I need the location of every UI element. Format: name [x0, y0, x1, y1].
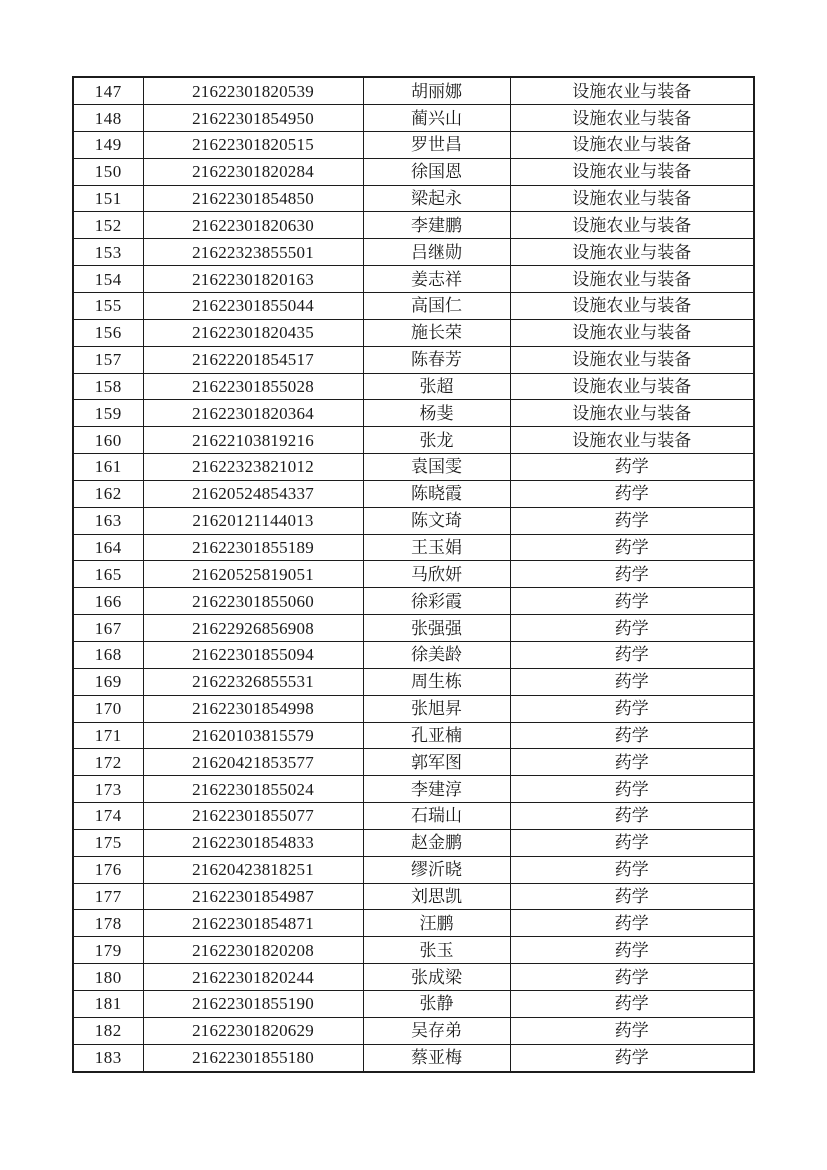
table-row — [73, 1017, 754, 1044]
name-cell: 孔亚楠 — [363, 722, 510, 749]
name-cell: 徐美龄 — [363, 641, 510, 668]
student-id-cell: 21622301855094 — [143, 641, 363, 668]
major-cell: 药学 — [510, 990, 754, 1017]
row-number-cell: 162 — [73, 480, 143, 507]
student-id-cell: 21622301820630 — [143, 212, 363, 239]
name-cell: 张静 — [363, 990, 510, 1017]
row-number-cell: 170 — [73, 695, 143, 722]
row-number-cell: 173 — [73, 776, 143, 803]
row-number-cell: 178 — [73, 910, 143, 937]
name-cell: 陈晓霞 — [363, 480, 510, 507]
student-id-cell: 21620423818251 — [143, 856, 363, 883]
table-row — [73, 212, 754, 239]
name-cell: 吕继勋 — [363, 239, 510, 266]
student-id-cell: 21622103819216 — [143, 427, 363, 454]
table-row — [73, 803, 754, 830]
major-cell: 药学 — [510, 1017, 754, 1044]
table-row — [73, 346, 754, 373]
student-id-cell: 21622301855044 — [143, 293, 363, 320]
student-id-cell: 21622301854987 — [143, 883, 363, 910]
student-id-cell: 21622301820208 — [143, 937, 363, 964]
student-id-cell: 21622301820244 — [143, 964, 363, 991]
name-cell: 袁国雯 — [363, 454, 510, 481]
table-row — [73, 615, 754, 642]
major-cell: 药学 — [510, 776, 754, 803]
student-id-cell: 21620103815579 — [143, 722, 363, 749]
table-row — [73, 695, 754, 722]
row-number-cell: 148 — [73, 105, 143, 132]
name-cell: 徐彩霞 — [363, 588, 510, 615]
major-cell: 设施农业与装备 — [510, 266, 754, 293]
student-id-cell: 21622301855060 — [143, 588, 363, 615]
name-cell: 蔡亚梅 — [363, 1044, 510, 1072]
row-number-cell: 181 — [73, 990, 143, 1017]
student-id-cell: 21622301854833 — [143, 829, 363, 856]
table-row — [73, 507, 754, 534]
row-number-cell: 147 — [73, 77, 143, 105]
major-cell: 药学 — [510, 937, 754, 964]
name-cell: 石瑞山 — [363, 803, 510, 830]
student-id-cell: 21622301820284 — [143, 158, 363, 185]
name-cell: 高国仁 — [363, 293, 510, 320]
name-cell: 陈文琦 — [363, 507, 510, 534]
name-cell: 汪鹏 — [363, 910, 510, 937]
row-number-cell: 156 — [73, 319, 143, 346]
student-id-cell: 21622301854998 — [143, 695, 363, 722]
table-row — [73, 561, 754, 588]
student-id-cell: 21622926856908 — [143, 615, 363, 642]
row-number-cell: 163 — [73, 507, 143, 534]
name-cell: 张超 — [363, 373, 510, 400]
major-cell: 药学 — [510, 749, 754, 776]
major-cell: 药学 — [510, 1044, 754, 1072]
major-cell: 设施农业与装备 — [510, 373, 754, 400]
table-row — [73, 534, 754, 561]
table-row — [73, 641, 754, 668]
name-cell: 施长荣 — [363, 319, 510, 346]
major-cell: 药学 — [510, 910, 754, 937]
name-cell: 吴存弟 — [363, 1017, 510, 1044]
student-id-cell: 21620524854337 — [143, 480, 363, 507]
student-id-cell: 21622301820515 — [143, 131, 363, 158]
table-row — [73, 427, 754, 454]
major-cell: 设施农业与装备 — [510, 239, 754, 266]
table-row — [73, 856, 754, 883]
name-cell: 张强强 — [363, 615, 510, 642]
row-number-cell: 180 — [73, 964, 143, 991]
name-cell: 周生栋 — [363, 668, 510, 695]
table-row — [73, 883, 754, 910]
name-cell: 李建鹏 — [363, 212, 510, 239]
name-cell: 郭军图 — [363, 749, 510, 776]
student-id-cell: 21622323821012 — [143, 454, 363, 481]
table-row — [73, 131, 754, 158]
major-cell: 设施农业与装备 — [510, 212, 754, 239]
table-row — [73, 776, 754, 803]
student-id-cell: 21622301854871 — [143, 910, 363, 937]
name-cell: 张玉 — [363, 937, 510, 964]
student-roster-table — [72, 76, 755, 1073]
table-row — [73, 185, 754, 212]
row-number-cell: 176 — [73, 856, 143, 883]
major-cell: 药学 — [510, 480, 754, 507]
table-row — [73, 990, 754, 1017]
records-table-body — [73, 77, 754, 1072]
table-row — [73, 105, 754, 132]
row-number-cell: 179 — [73, 937, 143, 964]
major-cell: 设施农业与装备 — [510, 105, 754, 132]
table-row — [73, 749, 754, 776]
name-cell: 杨斐 — [363, 400, 510, 427]
table-row — [73, 480, 754, 507]
major-cell: 药学 — [510, 829, 754, 856]
name-cell: 王玉娟 — [363, 534, 510, 561]
row-number-cell: 161 — [73, 454, 143, 481]
table-row — [73, 722, 754, 749]
table-row — [73, 239, 754, 266]
name-cell: 罗世昌 — [363, 131, 510, 158]
row-number-cell: 182 — [73, 1017, 143, 1044]
name-cell: 徐国恩 — [363, 158, 510, 185]
table-row — [73, 319, 754, 346]
name-cell: 李建淳 — [363, 776, 510, 803]
major-cell: 药学 — [510, 615, 754, 642]
name-cell: 马欣妍 — [363, 561, 510, 588]
major-cell: 药学 — [510, 883, 754, 910]
table-row — [73, 910, 754, 937]
table-row — [73, 937, 754, 964]
row-number-cell: 151 — [73, 185, 143, 212]
major-cell: 药学 — [510, 641, 754, 668]
row-number-cell: 160 — [73, 427, 143, 454]
table-row — [73, 293, 754, 320]
row-number-cell: 183 — [73, 1044, 143, 1072]
row-number-cell: 177 — [73, 883, 143, 910]
student-id-cell: 21622301854850 — [143, 185, 363, 212]
student-id-cell: 21622301820163 — [143, 266, 363, 293]
row-number-cell: 167 — [73, 615, 143, 642]
row-number-cell: 171 — [73, 722, 143, 749]
major-cell: 药学 — [510, 722, 754, 749]
major-cell: 药学 — [510, 964, 754, 991]
name-cell: 姜志祥 — [363, 266, 510, 293]
student-id-cell: 21622301820435 — [143, 319, 363, 346]
major-cell: 设施农业与装备 — [510, 131, 754, 158]
student-id-cell: 21622301820629 — [143, 1017, 363, 1044]
student-id-cell: 21622326855531 — [143, 668, 363, 695]
major-cell: 药学 — [510, 507, 754, 534]
student-id-cell: 21620525819051 — [143, 561, 363, 588]
row-number-cell: 152 — [73, 212, 143, 239]
student-id-cell: 21622201854517 — [143, 346, 363, 373]
major-cell: 药学 — [510, 695, 754, 722]
row-number-cell: 155 — [73, 293, 143, 320]
table-row — [73, 373, 754, 400]
major-cell: 设施农业与装备 — [510, 185, 754, 212]
student-id-cell: 21622301855077 — [143, 803, 363, 830]
major-cell: 设施农业与装备 — [510, 158, 754, 185]
major-cell: 药学 — [510, 668, 754, 695]
table-row — [73, 454, 754, 481]
major-cell: 设施农业与装备 — [510, 319, 754, 346]
row-number-cell: 169 — [73, 668, 143, 695]
row-number-cell: 165 — [73, 561, 143, 588]
name-cell: 张旭昇 — [363, 695, 510, 722]
name-cell: 蔺兴山 — [363, 105, 510, 132]
row-number-cell: 154 — [73, 266, 143, 293]
row-number-cell: 175 — [73, 829, 143, 856]
student-id-cell: 21622301820364 — [143, 400, 363, 427]
student-id-cell: 21622301854950 — [143, 105, 363, 132]
table-row — [73, 400, 754, 427]
major-cell: 药学 — [510, 454, 754, 481]
major-cell: 药学 — [510, 534, 754, 561]
major-cell: 药学 — [510, 561, 754, 588]
student-id-cell: 21622301855024 — [143, 776, 363, 803]
table-row — [73, 1044, 754, 1072]
table-row — [73, 588, 754, 615]
student-id-cell: 21622301855190 — [143, 990, 363, 1017]
name-cell: 胡丽娜 — [363, 77, 510, 105]
row-number-cell: 172 — [73, 749, 143, 776]
student-id-cell: 21620121144013 — [143, 507, 363, 534]
table-row — [73, 77, 754, 105]
student-id-cell: 21622301855028 — [143, 373, 363, 400]
row-number-cell: 149 — [73, 131, 143, 158]
major-cell: 药学 — [510, 803, 754, 830]
row-number-cell: 153 — [73, 239, 143, 266]
student-id-cell: 21622323855501 — [143, 239, 363, 266]
table-row — [73, 266, 754, 293]
name-cell: 张龙 — [363, 427, 510, 454]
name-cell: 缪沂晓 — [363, 856, 510, 883]
row-number-cell: 174 — [73, 803, 143, 830]
student-id-cell: 21622301855189 — [143, 534, 363, 561]
major-cell: 设施农业与装备 — [510, 293, 754, 320]
student-id-cell: 21622301855180 — [143, 1044, 363, 1072]
row-number-cell: 168 — [73, 641, 143, 668]
major-cell: 设施农业与装备 — [510, 427, 754, 454]
table-row — [73, 829, 754, 856]
row-number-cell: 164 — [73, 534, 143, 561]
table-row — [73, 158, 754, 185]
student-id-cell: 21620421853577 — [143, 749, 363, 776]
major-cell: 设施农业与装备 — [510, 346, 754, 373]
table-row — [73, 668, 754, 695]
row-number-cell: 166 — [73, 588, 143, 615]
name-cell: 梁起永 — [363, 185, 510, 212]
name-cell: 刘思凯 — [363, 883, 510, 910]
major-cell: 药学 — [510, 856, 754, 883]
row-number-cell: 150 — [73, 158, 143, 185]
student-id-cell: 21622301820539 — [143, 77, 363, 105]
major-cell: 设施农业与装备 — [510, 77, 754, 105]
row-number-cell: 158 — [73, 373, 143, 400]
major-cell: 药学 — [510, 588, 754, 615]
name-cell: 张成梁 — [363, 964, 510, 991]
table-row — [73, 964, 754, 991]
major-cell: 设施农业与装备 — [510, 400, 754, 427]
name-cell: 赵金鹏 — [363, 829, 510, 856]
row-number-cell: 157 — [73, 346, 143, 373]
row-number-cell: 159 — [73, 400, 143, 427]
name-cell: 陈春芳 — [363, 346, 510, 373]
